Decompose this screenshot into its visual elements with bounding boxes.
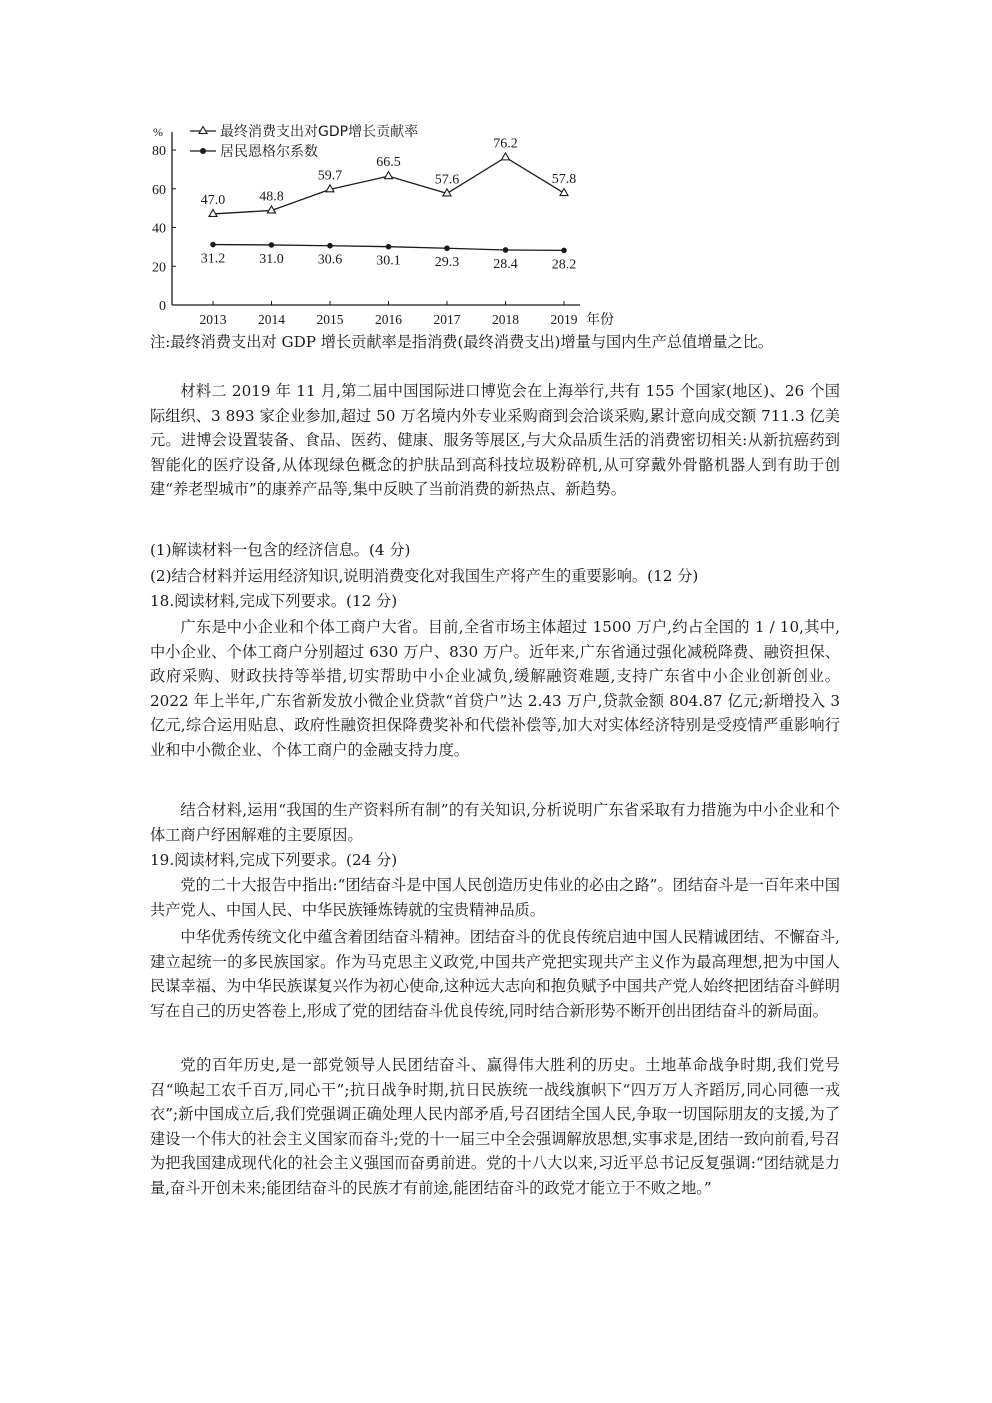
y-tick-label: 80	[152, 144, 166, 159]
legend-triangle-marker	[199, 127, 207, 134]
x-unit-label: 年份	[586, 312, 614, 328]
line-chart	[140, 115, 640, 330]
data-label: 28.2	[551, 257, 577, 273]
data-label: 30.6	[317, 252, 343, 268]
x-tick-label: 2013	[199, 312, 227, 327]
data-label: 31.2	[200, 251, 226, 267]
data-label: 57.8	[551, 172, 577, 188]
data-label: 47.0	[200, 192, 226, 208]
data-point-dot	[269, 242, 275, 248]
y-unit-label: %	[153, 125, 163, 139]
data-label: 31.0	[259, 251, 284, 267]
x-tick-label: 2014	[258, 312, 285, 327]
series-engel-coefficient	[201, 242, 577, 273]
data-point-dot	[210, 242, 216, 248]
y-tick-label: 20	[152, 260, 166, 276]
data-label: 59.7	[317, 168, 343, 184]
question-19-paragraph-2: 中华优秀传统文化中蕴含着团结奋斗精神。团结奋斗的优良传统启迪中国人民精诚团结、不懈奋斗,建立起统一的多民族国家。作为马克思主义政党,中国共产党把实现共产主义作为最高理想,把为中国人民谋幸福、为中华民族谋复兴作为初心使命,这种远大志向和抱负赋予中国共产党人始终把团结奋斗鲜明写在自己的历史答卷上,形成了党的团结奋斗优良传统,同时结合新形势不断开创出团结奋斗的新局面。	[150, 928, 840, 1020]
data-label: 28.4	[493, 256, 518, 272]
data-label: 29.3	[434, 255, 460, 271]
question-19-title: 19.阅读材料,完成下列要求。(24 分)	[150, 851, 398, 869]
question-17-part-1: (1)解读材料一包含的经济信息。(4 分)	[150, 541, 411, 559]
data-label: 48.8	[259, 189, 284, 205]
question-19-paragraph-1: 党的二十大报告中指出:“团结奋斗是中国人民创造历史伟业的必由之路”。团结奋斗是一百年来中国共产党人、中国人民、中华民族锤炼铸就的宝贵精神品质。	[150, 876, 840, 919]
data-point-dot	[503, 247, 509, 253]
y-tick-label: 0	[159, 299, 166, 314]
x-tick-label: 2019	[550, 312, 578, 327]
data-label: 66.5	[376, 155, 401, 171]
question-17-part-2: (2)结合材料并运用经济知识,说明消费变化对我国生产将产生的重要影响。(12 分)	[150, 567, 699, 585]
data-point-triangle	[502, 153, 510, 160]
data-point-dot	[444, 245, 450, 251]
material-two-paragraph: 材料二 2019 年 11 月,第二届中国国际进口博览会在上海举行,共有 155 个国家(地区)、26 个国际组织、3 893 家企业参加,超过 50 万名境内外专业采购商到会洽谈采购,累计意向成交额 711.3 亿美元。进博会设置装备、食品、医药、健康、服务等展区,与大众品质生活的消费密切相关:从新抗癌药到智能化的医疗设备,从体现绿色概念的护肤品到高科技垃圾粉碎机,从可穿戴外骨骼机器人到有助于创建“养老型城市”的康养产品等,集中反映了当前消费的新热点、新趋势。	[150, 382, 840, 499]
data-point-triangle	[385, 172, 393, 179]
data-label: 57.6	[434, 172, 460, 188]
x-tick-label: 2016	[375, 312, 402, 327]
data-label: 30.1	[376, 253, 401, 269]
question-18-prompt: 结合材料,运用“我国的生产资料所有制”的有关知识,分析说明广东省采取有力措施为中小企业和个体工商户纾困解难的主要原因。	[150, 801, 840, 844]
question-18-material: 广东是中小企业和个体工商户大省。目前,全省市场主体超过 1500 万户,约占全国的 1 / 10,其中,中小企业、个体工商户分别超过 630 万户、830 万户。近年来,广东省通过强化减税降费、融资担保、政府采购、财政扶持等举措,切实帮助中小企业减负,缓解融资难题,支持广东省中小企业创新创业。2022 年上半年,广东省新发放小微企业贷款“首贷户”达 2.43 万户,贷款金额 804.87 亿元;新增投入 3 亿元,综合运用贴息、政府性融资担保降费奖补和代偿补偿等,加大对实体经济特别是受疫情严重影响行业和中小微企业、个体工商户的金融支持力度。	[150, 618, 840, 759]
legend-dot-marker	[200, 148, 206, 154]
question-19-paragraph-3: 党的百年历史,是一部党领导人民团结奋斗、赢得伟大胜利的历史。土地革命战争时期,我们党号召“唤起工农千百万,同心干”;抗日战争时期,抗日民族统一战线旗帜下“四万万人齐蹈厉,同心同德一戎衣”;新中国成立后,我们党强调正确处理人民内部矛盾,号召团结全国人民,争取一切国际朋友的支援,为了建设一个伟大的社会主义国家而奋斗;党的十一届三中全会强调解放思想,实事求是,团结一致向前看,号召为把我国建成现代化的社会主义强国而奋勇前进。党的十八大以来,习近平总书记反复强调:“团结就是力量,奋斗开创未来;能团结奋斗的民族才有前途,能团结奋斗的政党才能立于不败之地。”	[150, 1056, 840, 1197]
data-point-dot	[561, 248, 567, 254]
data-point-triangle	[209, 209, 217, 216]
x-tick-label: 2015	[316, 312, 344, 327]
data-label: 76.2	[493, 136, 518, 152]
x-tick-label: 2017	[433, 312, 461, 327]
x-tick-label: 2018	[492, 312, 519, 327]
data-point-dot	[327, 243, 333, 249]
legend-label: 最终消费支出对GDP增长贡献率	[220, 124, 419, 140]
data-point-dot	[386, 244, 392, 250]
y-tick-label: 60	[152, 182, 166, 198]
chart-note: 注:最终消费支出对 GDP 增长贡献率是指消费(最终消费支出)增量与国内生产总值增量之比。	[150, 333, 774, 351]
legend-label: 居民恩格尔系数	[220, 144, 318, 160]
question-18-title: 18.阅读材料,完成下列要求。(12 分)	[150, 592, 398, 610]
y-tick-label: 40	[152, 221, 166, 237]
